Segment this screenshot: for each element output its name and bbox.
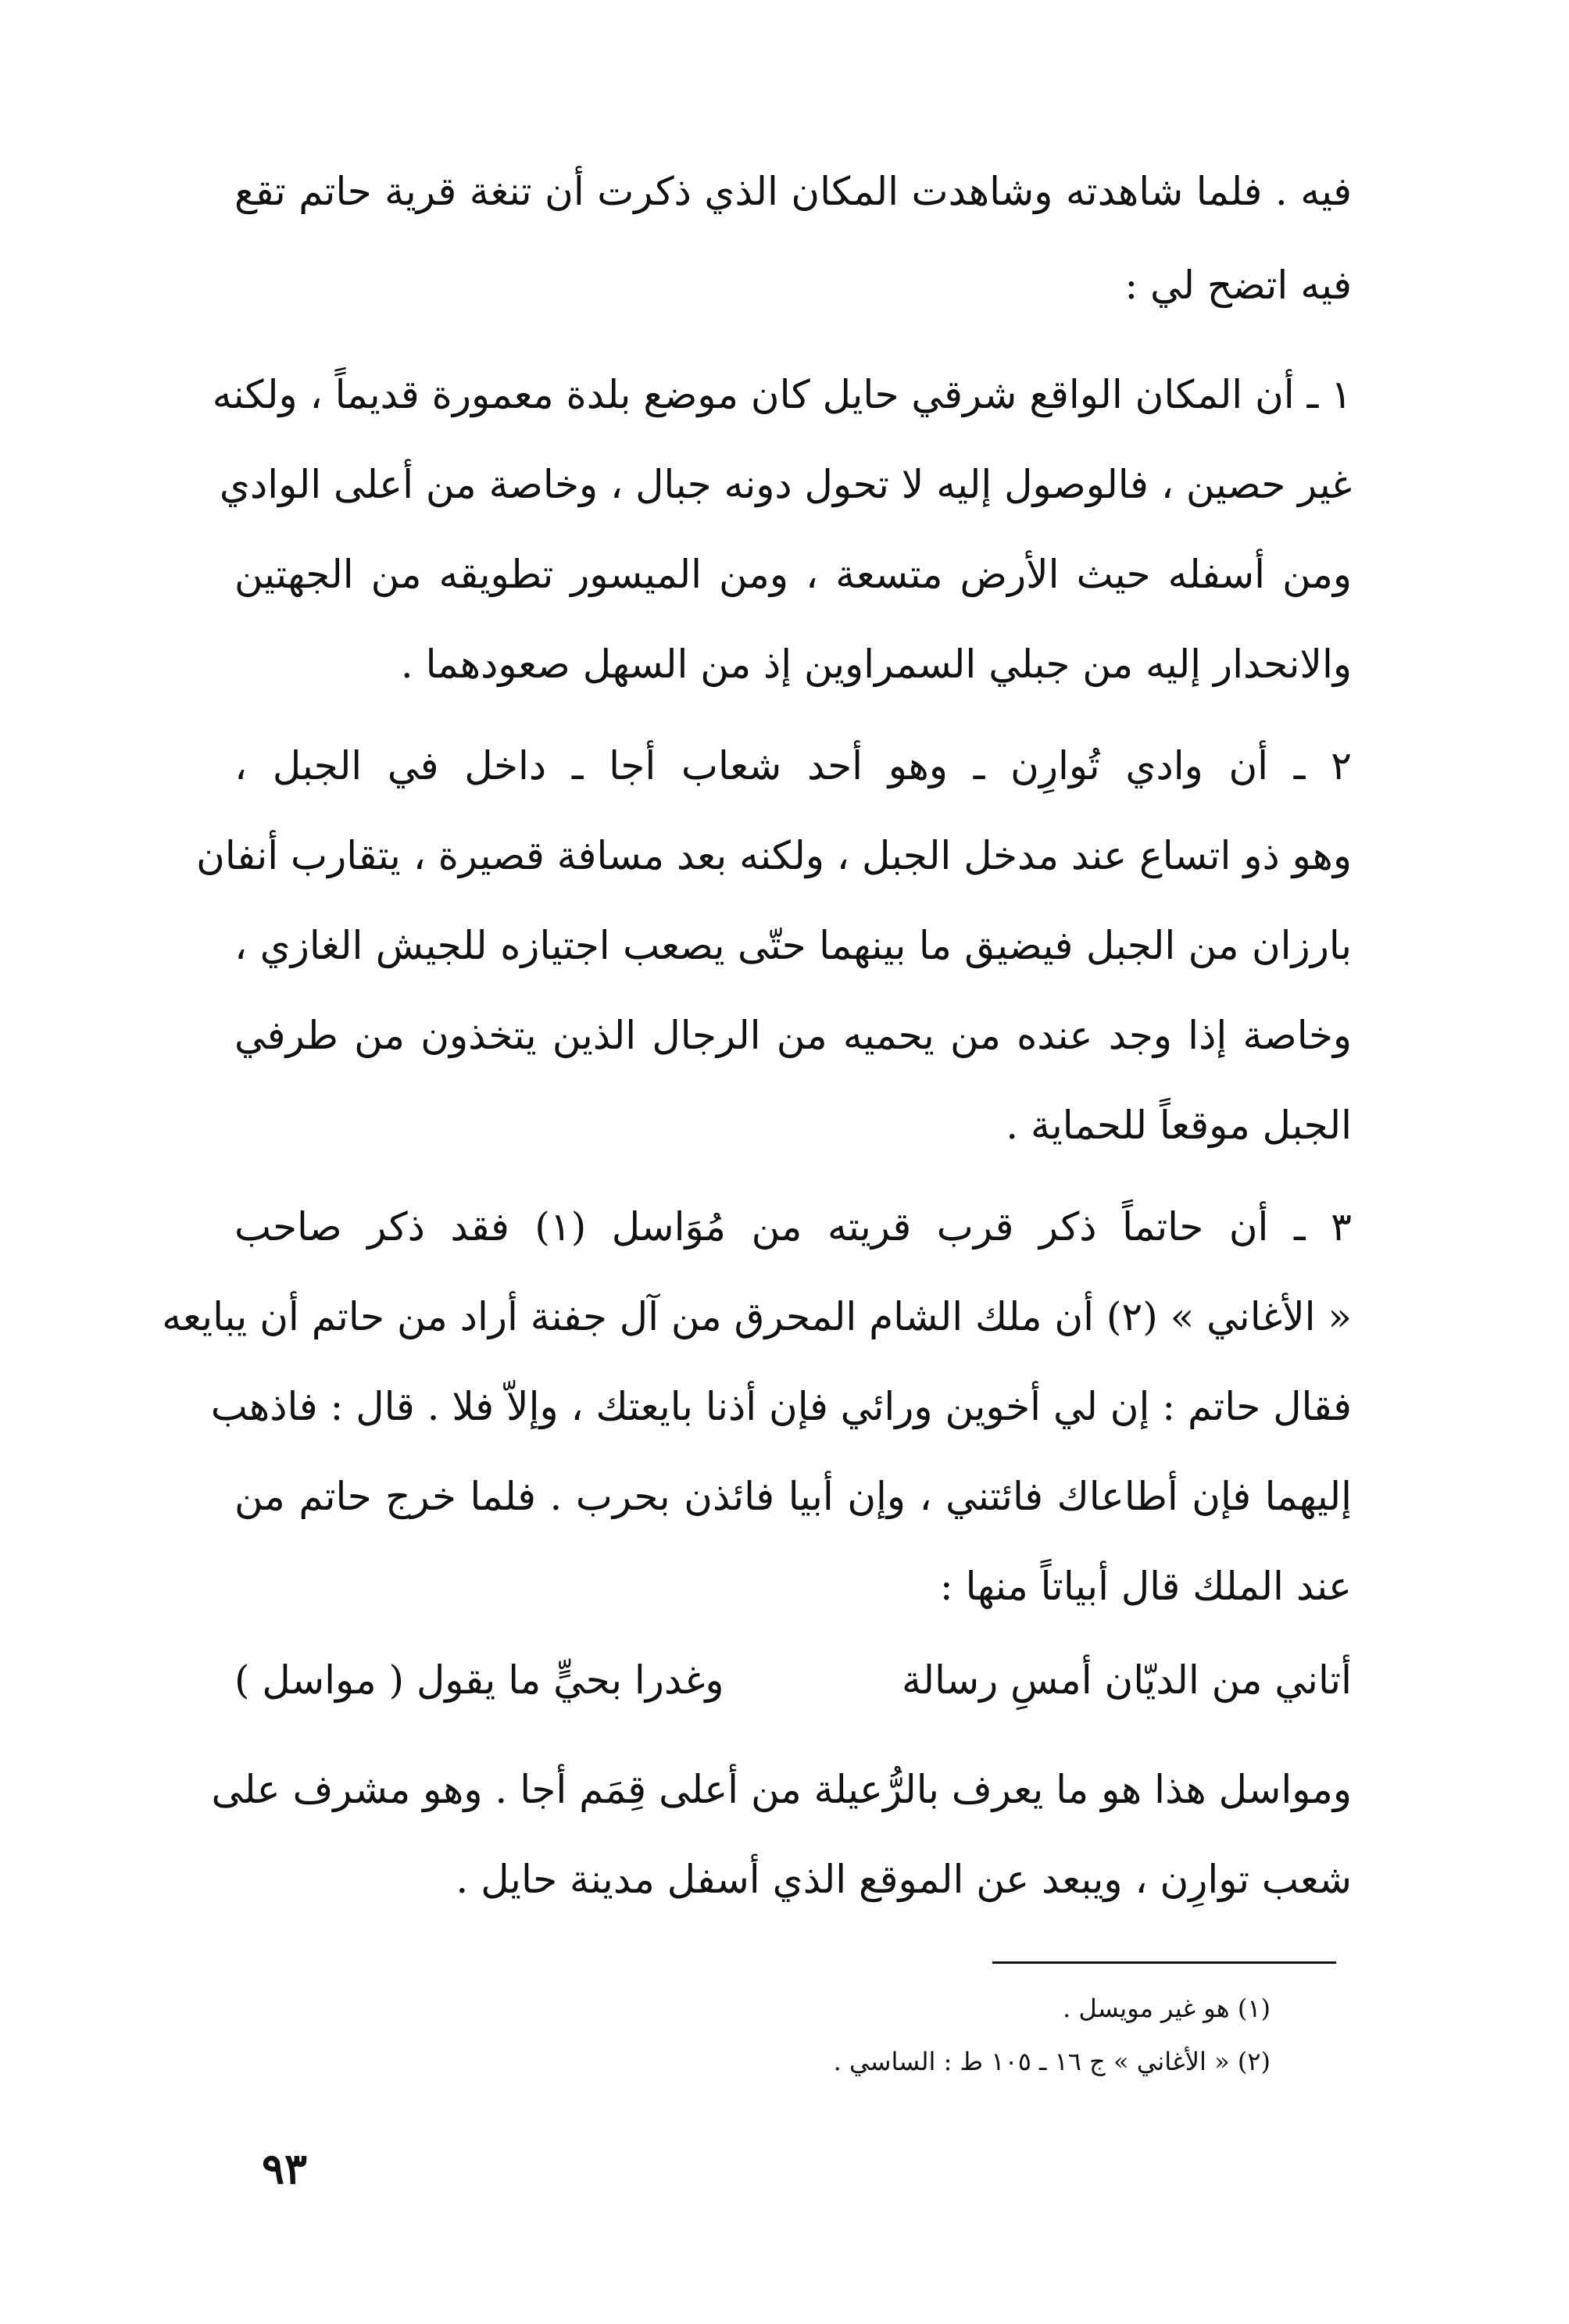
text-line: وخاصة إذا وجد عنده من يحميه من الرجال الذين يتخذون من طرفي	[234, 1013, 1352, 1058]
text-line: « الأغاني » (٢) أن ملك الشام المحرق من آل جفنة أراد من حاتم أن يبايعه	[162, 1294, 1352, 1339]
text-line: ومواسل هذا هو ما يعرف بالرُّعيلة من أعلى قِمَم أجا . وهو مشرف على	[211, 1767, 1352, 1812]
text-line: وهو ذو اتساع عند مدخل الجبل ، ولكنه بعد مسافة قصيرة ، يتقارب أنفان	[196, 833, 1352, 878]
text-line: إليهما فإن أطاعاك فائتني ، وإن أبيا فائذن بحرب . فلما خرج حاتم من	[234, 1474, 1352, 1519]
footnote: (١) هو غير مويسل .	[1063, 1993, 1271, 2023]
text-line: بارزان من الجبل فيضيق ما بينهما حتّى يصعب اجتيازه للجيش الغازي ،	[234, 923, 1352, 968]
text-line: الجبل موقعاً للحماية .	[1006, 1103, 1352, 1148]
text-line: ٢ ـ أن وادي تُوارِن ـ وهو أحد شعاب أجا ـ داخل في الجبل ،	[234, 743, 1352, 788]
verse-first-half: أتاني من الديّان أمسِ رسالة	[901, 1657, 1352, 1703]
text-line: ٣ ـ أن حاتماً ذكر قرب قريته من مُوَاسل (١) فقد ذكر صاحب	[234, 1204, 1352, 1250]
page-number: ٩٣	[262, 2143, 308, 2193]
text-line: ومن أسفله حيث الأرض متسعة ، ومن الميسور تطويقه من الجهتين	[234, 552, 1352, 597]
text-line: غير حصين ، فالوصول إليه لا تحول دونه جبال ، وخاصة من أعلى الوادي	[219, 462, 1352, 507]
text-line: فيه اتضح لي :	[1124, 263, 1352, 308]
text-line: فقال حاتم : إن لي أخوين ورائي فإن أذنا بايعتك ، وإلاّ فلا . قال : فاذهب	[210, 1384, 1352, 1429]
text-line: عند الملك قال أبياتاً منها :	[939, 1564, 1352, 1609]
footnote-separator	[992, 1961, 1336, 1964]
verse-second-half: وغدرا بحيٍّ ما يقول ( مواسل )	[234, 1657, 724, 1703]
text-line: شعب توارِن ، ويبعد عن الموقع الذي أسفل مدينة حايل .	[456, 1857, 1352, 1902]
text-line: والانحدار إليه من جبلي السمراوين إذ من السهل صعودهما .	[400, 642, 1352, 687]
poem-verse	[234, 1637, 1352, 1723]
footnote: (٢) « الأغاني » ج ١٦ ـ ١٠٥ ط : الساسي .	[833, 2047, 1271, 2076]
text-line: ١ ـ أن المكان الواقع شرقي حايل كان موضع بلدة معمورة قديماً ، ولكنه	[212, 372, 1352, 417]
text-line: فيه . فلما شاهدته وشاهدت المكان الذي ذكرت أن تنغة قرية حاتم تقع	[234, 169, 1352, 214]
